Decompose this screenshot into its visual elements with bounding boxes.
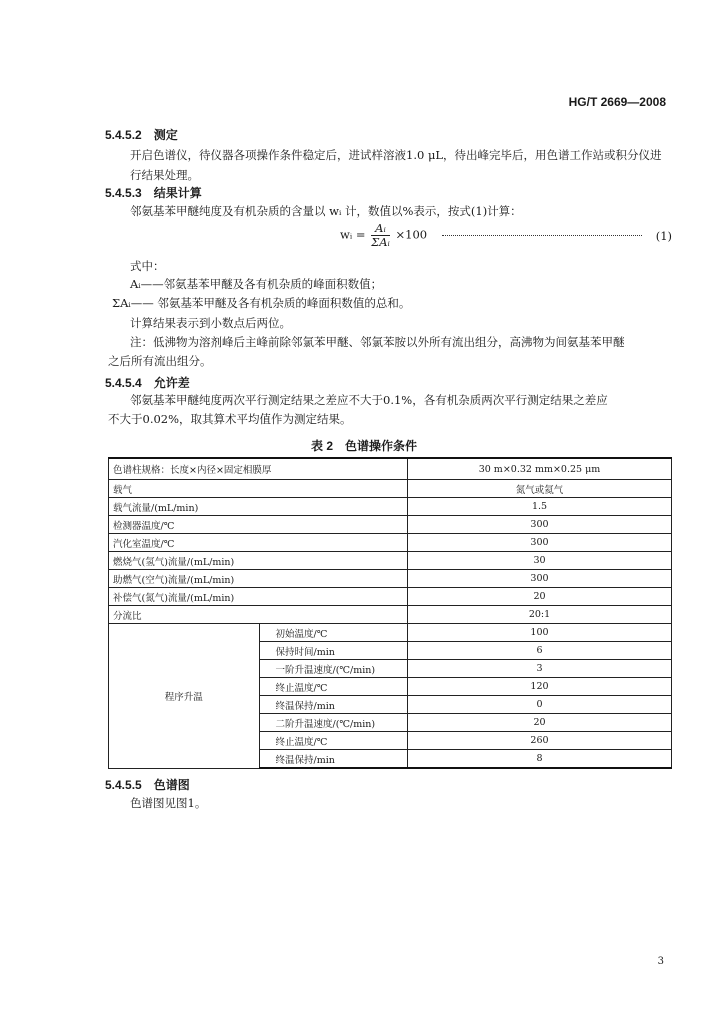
table-row <box>109 534 672 552</box>
row-label: 补偿气(氮气)流量/(mL/min) <box>109 588 408 606</box>
table-row <box>109 552 672 570</box>
note-line-1: 注：低沸物为溶剂峰后主峰前除邻氯苯甲醚、邻氯苯胺以外所有流出组分，高沸物为间氨基苯甲醚 <box>130 335 625 349</box>
formula-lhs: wᵢ = <box>340 227 366 242</box>
section-title: 测定 <box>153 128 178 142</box>
program-label: 终温保持/min <box>259 750 408 769</box>
row-value: 20 <box>408 588 672 606</box>
section-number: 5.4.5.3 <box>105 186 142 200</box>
section-5455-heading <box>105 776 190 793</box>
program-temperature-group: 程序升温 <box>109 624 260 769</box>
table-row <box>109 498 672 516</box>
rounding-rule: 计算结果表示到小数点后两位。 <box>130 316 291 330</box>
page-number: 3 <box>657 956 664 967</box>
section-number: 5.4.5.2 <box>105 128 142 142</box>
program-value: 120 <box>408 678 672 696</box>
standard-code: HG/T 2669—2008 <box>568 95 666 109</box>
row-value: 300 <box>408 516 672 534</box>
calculation-intro: 邻氨基苯甲醚纯度及有机杂质的含量以 wᵢ 计，数值以%表示，按式(1)计算： <box>130 204 522 218</box>
program-label: 终止温度/℃ <box>259 678 408 696</box>
section-title: 色谱图 <box>153 778 190 792</box>
row-label: 助燃气(空气)流量/(mL/min) <box>109 570 408 588</box>
formula-denominator: ΣAᵢ <box>371 235 390 249</box>
row-value: 20:1 <box>408 606 672 624</box>
formula-fraction <box>371 222 390 249</box>
program-value: 260 <box>408 732 672 750</box>
row-label: 载气流量/(mL/min) <box>109 498 408 516</box>
row-value: 氮气或氦气 <box>408 480 672 498</box>
definition-sum-ai: ΣAᵢ—— 邻氨基苯甲醚及各有机杂质的峰面积数值的总和。 <box>112 296 411 310</box>
program-label: 一阶升温速度/(℃/min) <box>259 660 408 678</box>
row-label: 载气 <box>109 480 408 498</box>
table-caption: 表 2 色谱操作条件 <box>310 439 417 453</box>
program-value: 20 <box>408 714 672 732</box>
equation-number: (1) <box>655 229 672 243</box>
section-title: 结果计算 <box>153 186 202 200</box>
row-value: 300 <box>408 534 672 552</box>
chromatogram-reference: 色谱图见图1。 <box>130 796 207 810</box>
definition-ai: Aᵢ——邻氨基苯甲醚及各有机杂质的峰面积数值； <box>130 277 383 291</box>
formula-numerator: Aᵢ <box>371 222 390 236</box>
tolerance-line-2: 不大于0.02%，取其算术平均值作为测定结果。 <box>108 412 352 426</box>
program-label: 终止温度/℃ <box>259 732 408 750</box>
row-label: 分流比 <box>109 606 408 624</box>
row-label: 燃烧气(氢气)流量/(mL/min) <box>109 552 408 570</box>
table-row <box>109 516 672 534</box>
section-5452-heading <box>105 126 178 143</box>
row-label: 色谱柱规格：长度×内径×固定相膜厚 <box>109 458 408 480</box>
program-value: 3 <box>408 660 672 678</box>
row-value: 300 <box>408 570 672 588</box>
note-line-2: 之后所有流出组分。 <box>108 354 212 368</box>
program-value: 0 <box>408 696 672 714</box>
where-label: 式中： <box>130 259 165 273</box>
table-row <box>109 480 672 498</box>
section-number: 5.4.5.4 <box>105 376 142 390</box>
formula-rhs: ×100 <box>395 227 428 242</box>
program-label: 二阶升温速度/(℃/min) <box>259 714 408 732</box>
program-value: 8 <box>408 750 672 769</box>
row-label: 检测器温度/℃ <box>109 516 408 534</box>
program-label: 终温保持/min <box>259 696 408 714</box>
table-row <box>109 624 672 642</box>
row-value: 30 m×0.32 mm×0.25 μm <box>408 458 672 480</box>
table-row <box>109 458 672 480</box>
table-row <box>109 588 672 606</box>
program-label: 初始温度/℃ <box>259 624 408 642</box>
program-value: 6 <box>408 642 672 660</box>
section-title: 允许差 <box>153 376 190 390</box>
row-value: 1.5 <box>408 498 672 516</box>
tolerance-line-1: 邻氨基苯甲醚纯度两次平行测定结果之差应不大于0.1%，各有机杂质两次平行测定结果之差应 <box>130 393 608 407</box>
section-5453-heading <box>105 184 202 201</box>
row-label: 汽化室温度/℃ <box>109 534 408 552</box>
row-value: 30 <box>408 552 672 570</box>
table-row <box>109 606 672 624</box>
program-value: 100 <box>408 624 672 642</box>
dot-leader <box>442 235 642 236</box>
table-row <box>109 570 672 588</box>
formula-1 <box>340 222 427 249</box>
program-label: 保持时间/min <box>259 642 408 660</box>
measurement-paragraph: 开启色谱仪，待仪器各项操作条件稳定后，进试样溶液1.0 μL，待出峰完毕后，用色谱工作站或积分仪进行结果处理。 <box>130 148 662 182</box>
chromatography-conditions-table <box>108 457 672 769</box>
section-5454-heading <box>105 374 190 391</box>
section-number: 5.4.5.5 <box>105 778 142 792</box>
